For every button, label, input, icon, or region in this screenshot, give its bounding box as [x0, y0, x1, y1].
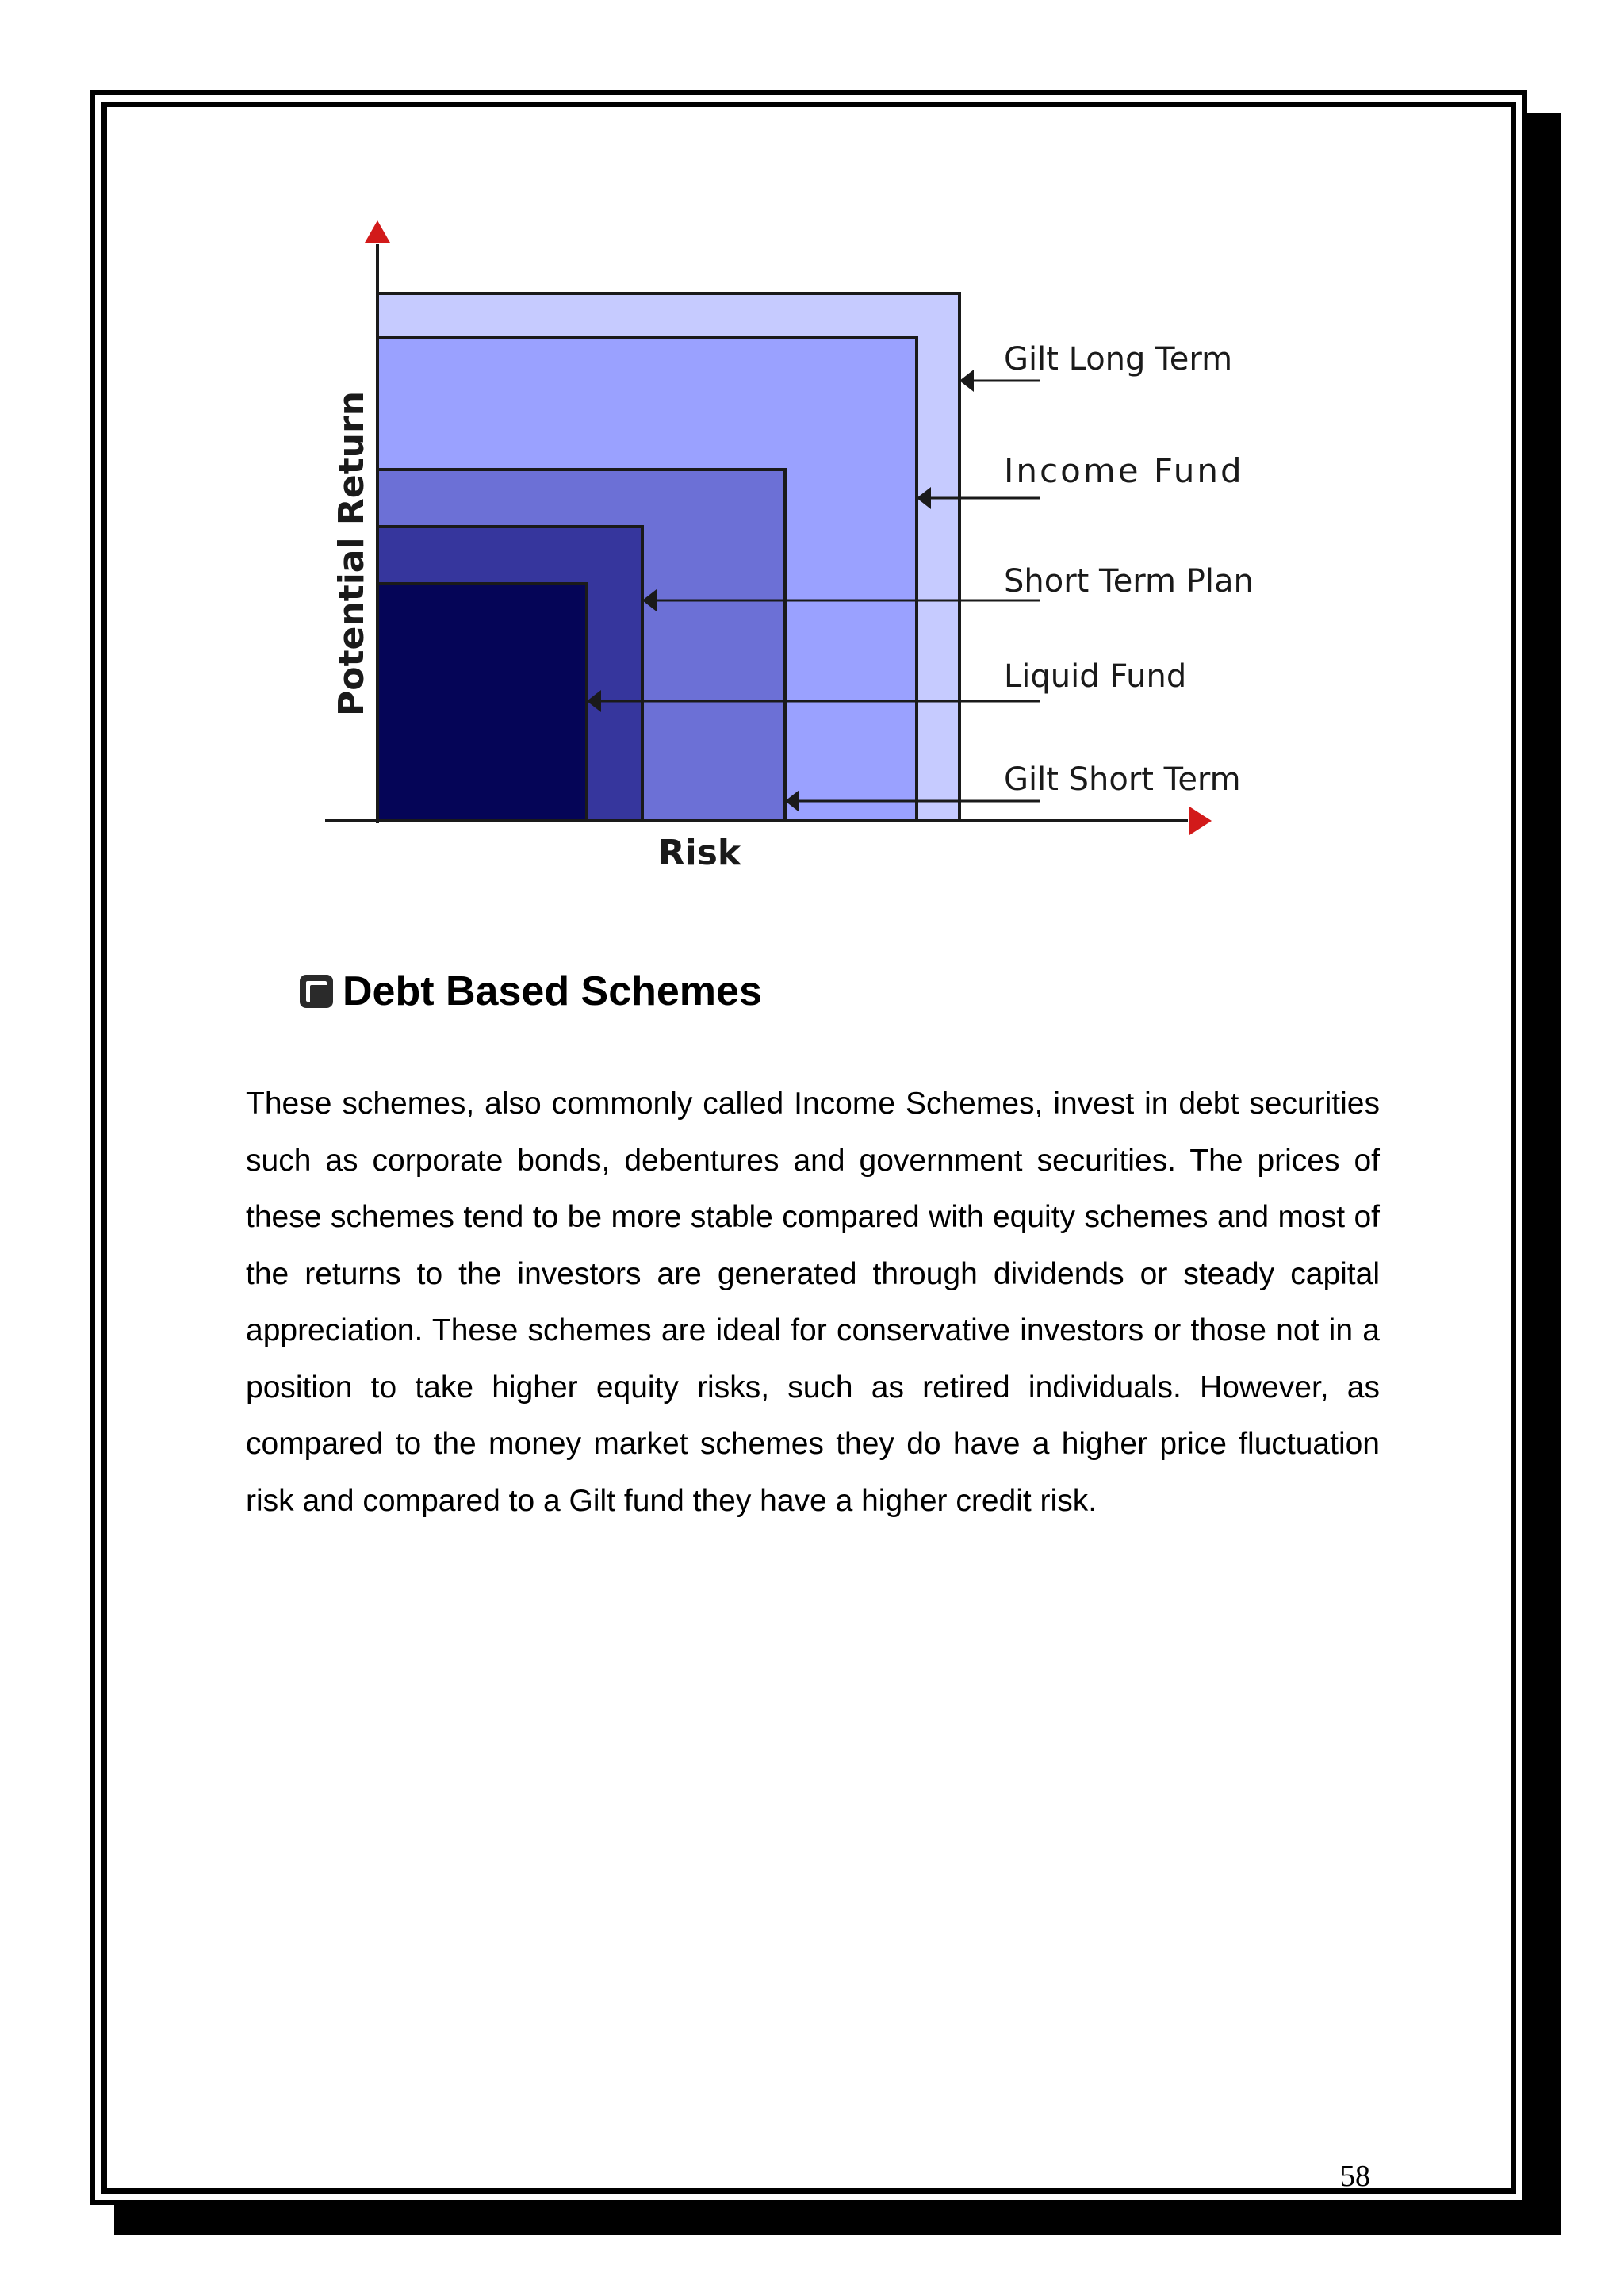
level-label-income-fund: Income Fund: [1004, 451, 1244, 490]
level-label-gilt-long-term: Gilt Long Term: [1004, 341, 1233, 378]
section-heading: [298, 964, 762, 1019]
y-axis-label: Potential Return: [331, 391, 372, 716]
level-label-liquid-fund: Liquid Fund: [1004, 658, 1187, 695]
level-label-short-term-plan: Short Term Plan: [1004, 563, 1254, 600]
body-paragraph: These schemes, also commonly called Income Schemes, invest in debt securities such as corporate bonds, debentures and government securities. The prices of these schemes tend to be more stable compared with equity schemes and most of the returns to the investors are generated through dividends or steady capital appreciation. These schemes are ideal for conservative investors or those not in a position to take higher equity risks, such as retired individuals. However, as compared to the money market schemes they do have a higher price fluctuation risk and compared to a Gilt fund they have a higher credit risk.: [246, 1087, 1380, 1518]
block-gilt-short-term: [377, 584, 587, 821]
x-axis-label: Risk: [657, 833, 741, 873]
page-number: 58: [1340, 2160, 1370, 2193]
leader-arrow-icon: [959, 370, 974, 392]
section-heading-text: Debt Based Schemes: [343, 968, 762, 1014]
square-bullet-icon: [298, 973, 335, 1010]
risk-return-diagram: [317, 214, 1293, 880]
x-axis-arrow-icon: [1189, 807, 1212, 835]
y-axis-arrow-icon: [365, 220, 390, 243]
level-label-gilt-short-term: Gilt Short Term: [1004, 761, 1241, 798]
